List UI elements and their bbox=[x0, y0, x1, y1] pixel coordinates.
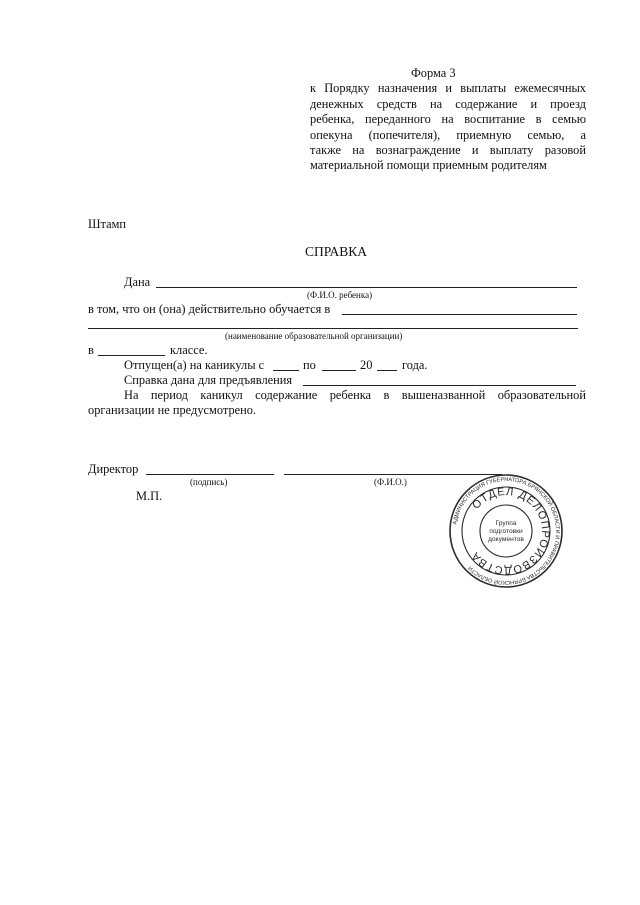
purpose-line bbox=[303, 385, 576, 386]
vacation-label: Отпущен(а) на каникулы с bbox=[124, 358, 265, 372]
child-name-caption: (Ф.И.О. ребенка) bbox=[307, 290, 373, 300]
annotation-line-2: денежных средств на содержание и проезд bbox=[310, 97, 586, 111]
note-line-2: организации не предусмотрено. bbox=[88, 403, 257, 417]
studies-label: в том, что он (она) действительно обучается в bbox=[88, 302, 331, 316]
form-label: Форма 3 bbox=[411, 66, 456, 80]
seal-ring-text: ОТДЕЛ ДЕЛОПРОИЗВОДСТВА bbox=[468, 485, 552, 577]
org-caption: (наименование образовательной организации) bbox=[225, 331, 403, 341]
seal-place-label: М.П. bbox=[136, 489, 163, 503]
seal-center-line-2: подготовки bbox=[489, 528, 523, 535]
vacation-to-line bbox=[322, 370, 356, 371]
vacation-year-line bbox=[377, 370, 397, 371]
seal-outer-text: АДМИНИСТРАЦИЯ ГУБЕРНАТОРА БРЯНСКОЙ ОБЛАСТИ И ПРАВИТЕЛЬСТВА БРЯНСКОЙ ОБЛАСТИ bbox=[452, 476, 561, 586]
class-prefix: в bbox=[88, 343, 94, 357]
annotation-line-3: ребенка, переданного на воспитание в семью bbox=[310, 112, 586, 126]
vacation-from-line bbox=[273, 370, 299, 371]
vacation-suffix: года. bbox=[402, 358, 428, 372]
child-name-line bbox=[156, 287, 577, 288]
school-line-2 bbox=[88, 328, 578, 329]
vacation-year: 20 bbox=[360, 358, 373, 372]
name-caption: (Ф.И.О.) bbox=[374, 477, 407, 487]
purpose-label: Справка дана для предъявления bbox=[124, 373, 293, 387]
issued-to-label: Дана bbox=[124, 275, 151, 289]
director-label: Директор bbox=[88, 462, 139, 476]
stamp-label: Штамп bbox=[88, 217, 127, 231]
annotation-line-4: опекуна (попечителя), приемную семью, а bbox=[310, 128, 586, 142]
signature-line bbox=[146, 474, 274, 475]
school-line-1 bbox=[342, 314, 577, 315]
note-line-1: На период каникул содержание ребенка в вышеназванной образовательной bbox=[124, 388, 586, 402]
vacation-to-label: по bbox=[303, 358, 316, 372]
class-line bbox=[98, 355, 165, 356]
class-suffix: классе. bbox=[170, 343, 208, 357]
annotation-line-1: к Порядку назначения и выплаты ежемесячных bbox=[310, 81, 586, 95]
document-title: СПРАВКА bbox=[305, 244, 368, 259]
seal-center-line-1: Группа bbox=[495, 520, 517, 527]
signature-caption: (подпись) bbox=[190, 477, 228, 487]
seal-center-line-3: документов bbox=[488, 536, 524, 543]
official-seal-icon bbox=[448, 473, 564, 589]
annotation-line-5: также на вознаграждение и выплату разовой bbox=[310, 143, 586, 157]
annotation-line-6: материальной помощи приемным родителям bbox=[310, 158, 547, 172]
